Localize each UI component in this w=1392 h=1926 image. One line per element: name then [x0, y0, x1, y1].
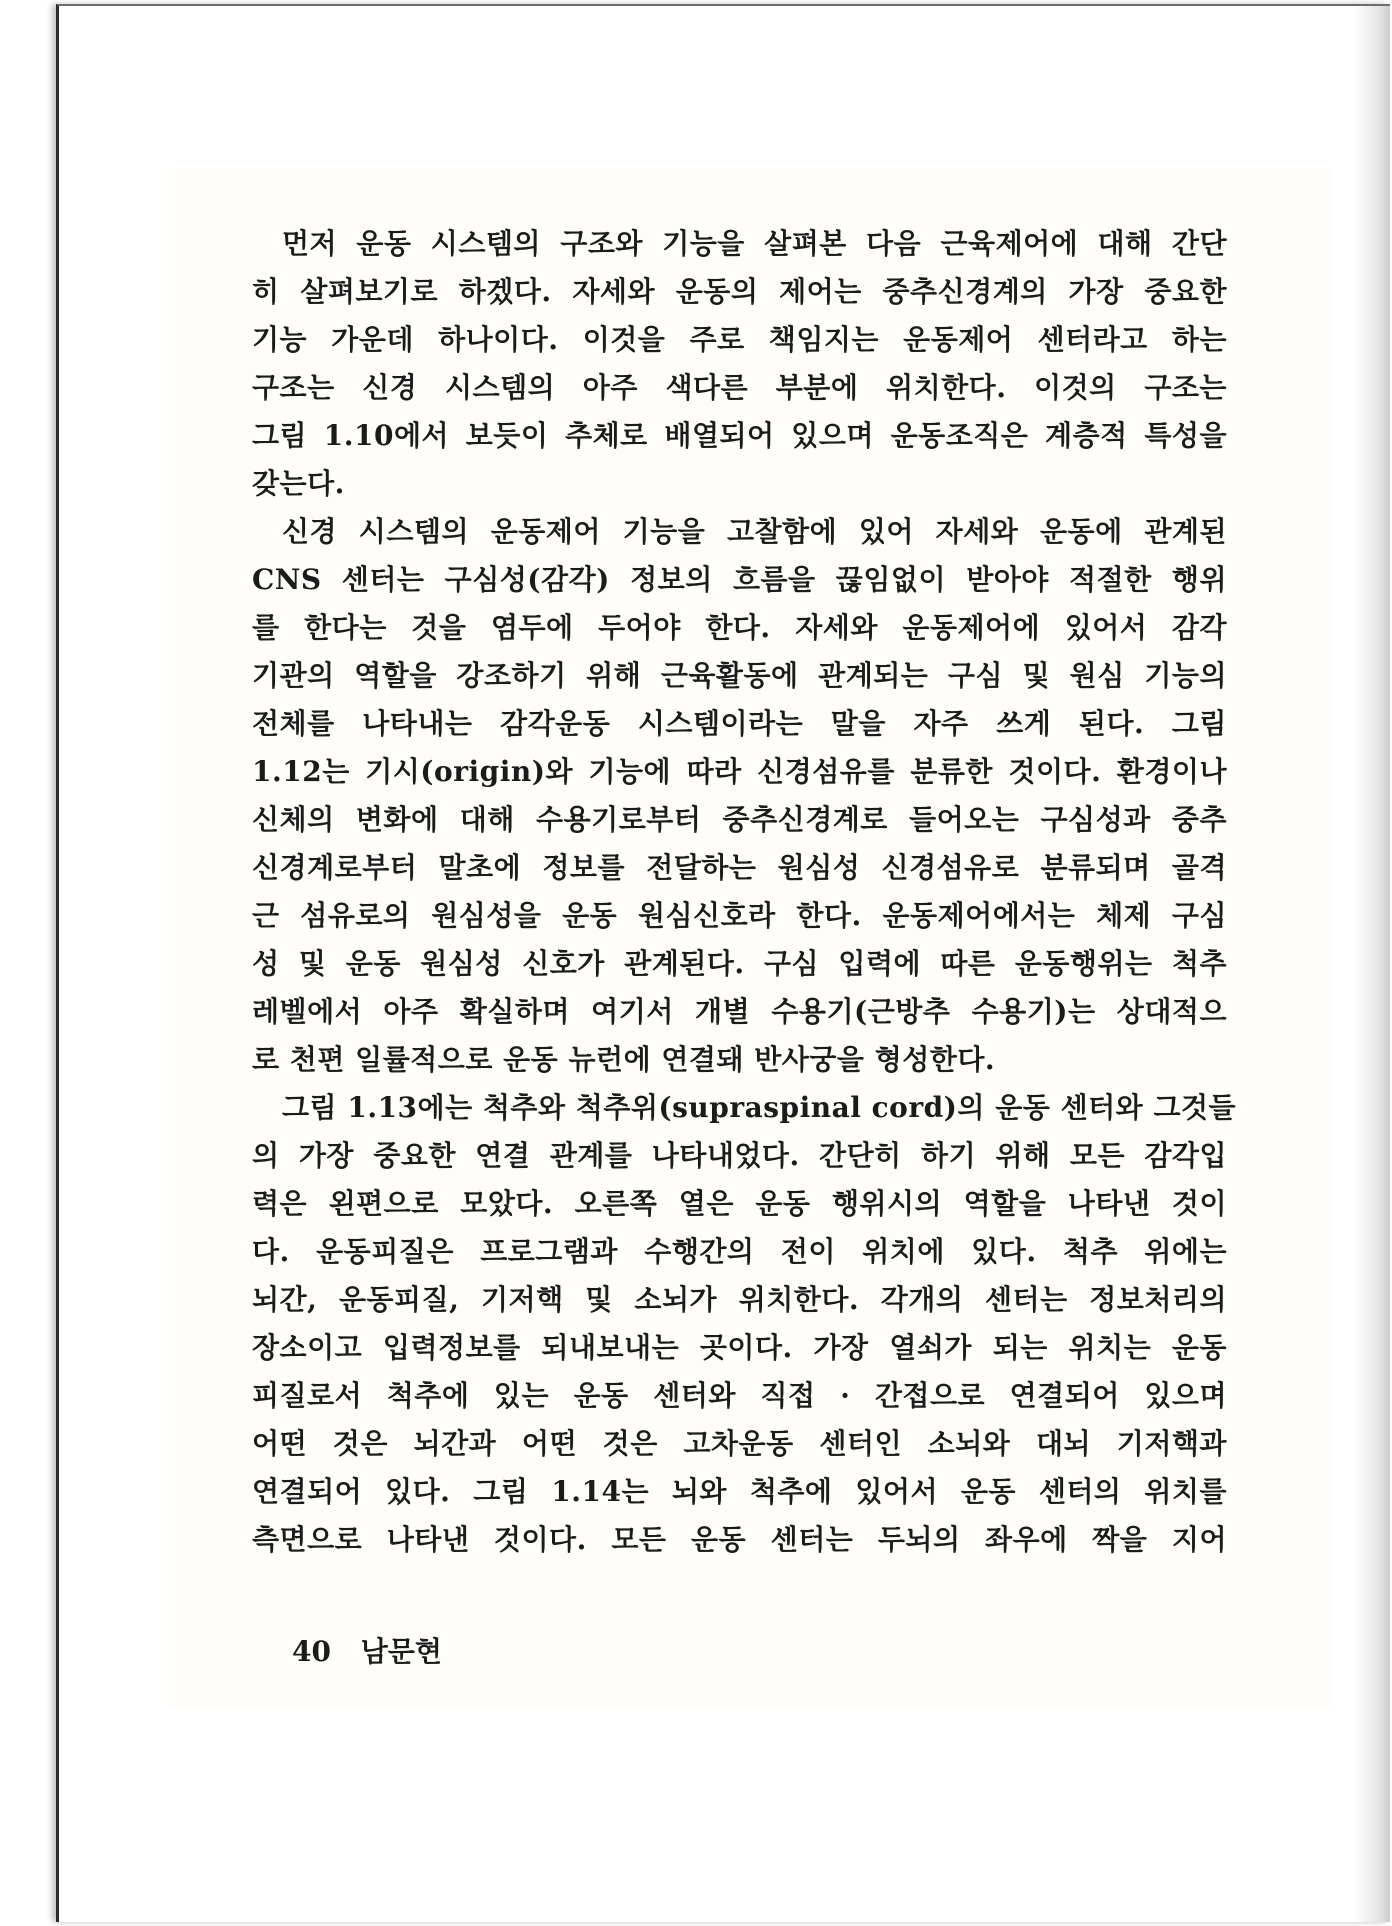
text-line: CNS 센터는 구심성(감각) 정보의 흐름을 끊임없이 받아야 적절한 행위: [252, 563, 1227, 596]
text-line: 측면으로 나타낸 것이다. 모든 운동 센터는 두뇌의 좌우에 짝을 지어: [252, 1523, 1227, 1556]
text-line: 그림 1.10에서 보듯이 추체로 배열되어 있으며 운동조직은 계층적 특성을: [252, 419, 1227, 452]
text-line: 장소이고 입력정보를 되내보내는 곳이다. 가장 열쇠가 되는 위치는 운동: [252, 1331, 1227, 1364]
text-line: 피질로서 척추에 있는 운동 센터와 직접 · 간접으로 연결되어 있으며: [252, 1379, 1227, 1412]
text-line: 히 살펴보기로 하겠다. 자세와 운동의 제어는 중추신경계의 가장 중요한: [252, 275, 1227, 308]
text-line: 신체의 변화에 대해 수용기로부터 중추신경계로 들어오는 구심성과 중추: [252, 803, 1227, 836]
paragraph-2: [252, 508, 1227, 1084]
text-line: 1.12는 기시(origin)와 기능에 따라 신경섬유를 분류한 것이다. 환경이나: [252, 755, 1227, 788]
text-line: 먼저 운동 시스템의 구조와 기능을 살펴본 다음 근육제어에 대해 간단: [282, 227, 1227, 260]
text-line: 전체를 나타내는 감각운동 시스템이라는 말을 자주 쓰게 된다. 그림: [252, 707, 1227, 740]
text-line: 력은 왼편으로 모았다. 오른쪽 열은 운동 행위시의 역할을 나타낸 것이: [252, 1187, 1227, 1220]
text-line: 기관의 역할을 강조하기 위해 근육활동에 관계되는 구심 및 원심 기능의: [252, 659, 1227, 692]
page-number: 40: [292, 1635, 331, 1668]
text-line: 그림 1.13에는 척추와 척추위(supraspinal cord)의 운동 센터와 그것들: [282, 1091, 1237, 1124]
text-line: 연결되어 있다. 그림 1.14는 뇌와 척추에 있어서 운동 센터의 위치를: [252, 1475, 1227, 1508]
text-line: 신경 시스템의 운동제어 기능을 고찰함에 있어 자세와 운동에 관계된: [282, 515, 1227, 548]
text-line: 어떤 것은 뇌간과 어떤 것은 고차운동 센터인 소뇌와 대뇌 기저핵과: [252, 1427, 1227, 1460]
text-line: 의 가장 중요한 연결 관계를 나타내었다. 간단히 하기 위해 모든 감각입: [252, 1139, 1227, 1172]
text-line: 갖는다.: [252, 467, 345, 500]
text-line: 를 한다는 것을 염두에 두어야 한다. 자세와 운동제어에 있어서 감각: [252, 611, 1227, 644]
page-edge-shadow: [1354, 6, 1390, 1922]
page-footer: [292, 1630, 462, 1670]
page-body: [252, 220, 1237, 1564]
text-line: 로 천편 일률적으로 운동 뉴런에 연결돼 반사궁을 형성한다.: [252, 1043, 996, 1076]
text-line: 근 섬유로의 원심성을 운동 원심신호라 한다. 운동제어에서는 체제 구심: [252, 899, 1227, 932]
text-line: 다. 운동피질은 프로그램과 수행간의 전이 위치에 있다. 척추 위에는: [252, 1235, 1227, 1268]
text-line: 기능 가운데 하나이다. 이것을 주로 책임지는 운동제어 센터라고 하는: [252, 323, 1227, 356]
text-line: 레벨에서 아주 확실하며 여기서 개별 수용기(근방추 수용기)는 상대적으: [252, 995, 1227, 1028]
text-line: 성 및 운동 원심성 신호가 관계된다. 구심 입력에 따른 운동행위는 척추: [252, 947, 1227, 980]
text-line: 신경계로부터 말초에 정보를 전달하는 원심성 신경섬유로 분류되며 골격: [252, 851, 1227, 884]
publisher-name: 남문현: [360, 1635, 442, 1668]
text-line: 뇌간, 운동피질, 기저핵 및 소뇌가 위치한다. 각개의 센터는 정보처리의: [252, 1283, 1227, 1316]
paragraph-3: [252, 1084, 1237, 1564]
text-line: 구조는 신경 시스템의 아주 색다른 부분에 위치한다. 이것의 구조는: [252, 371, 1227, 404]
paragraph-1: [252, 220, 1227, 508]
